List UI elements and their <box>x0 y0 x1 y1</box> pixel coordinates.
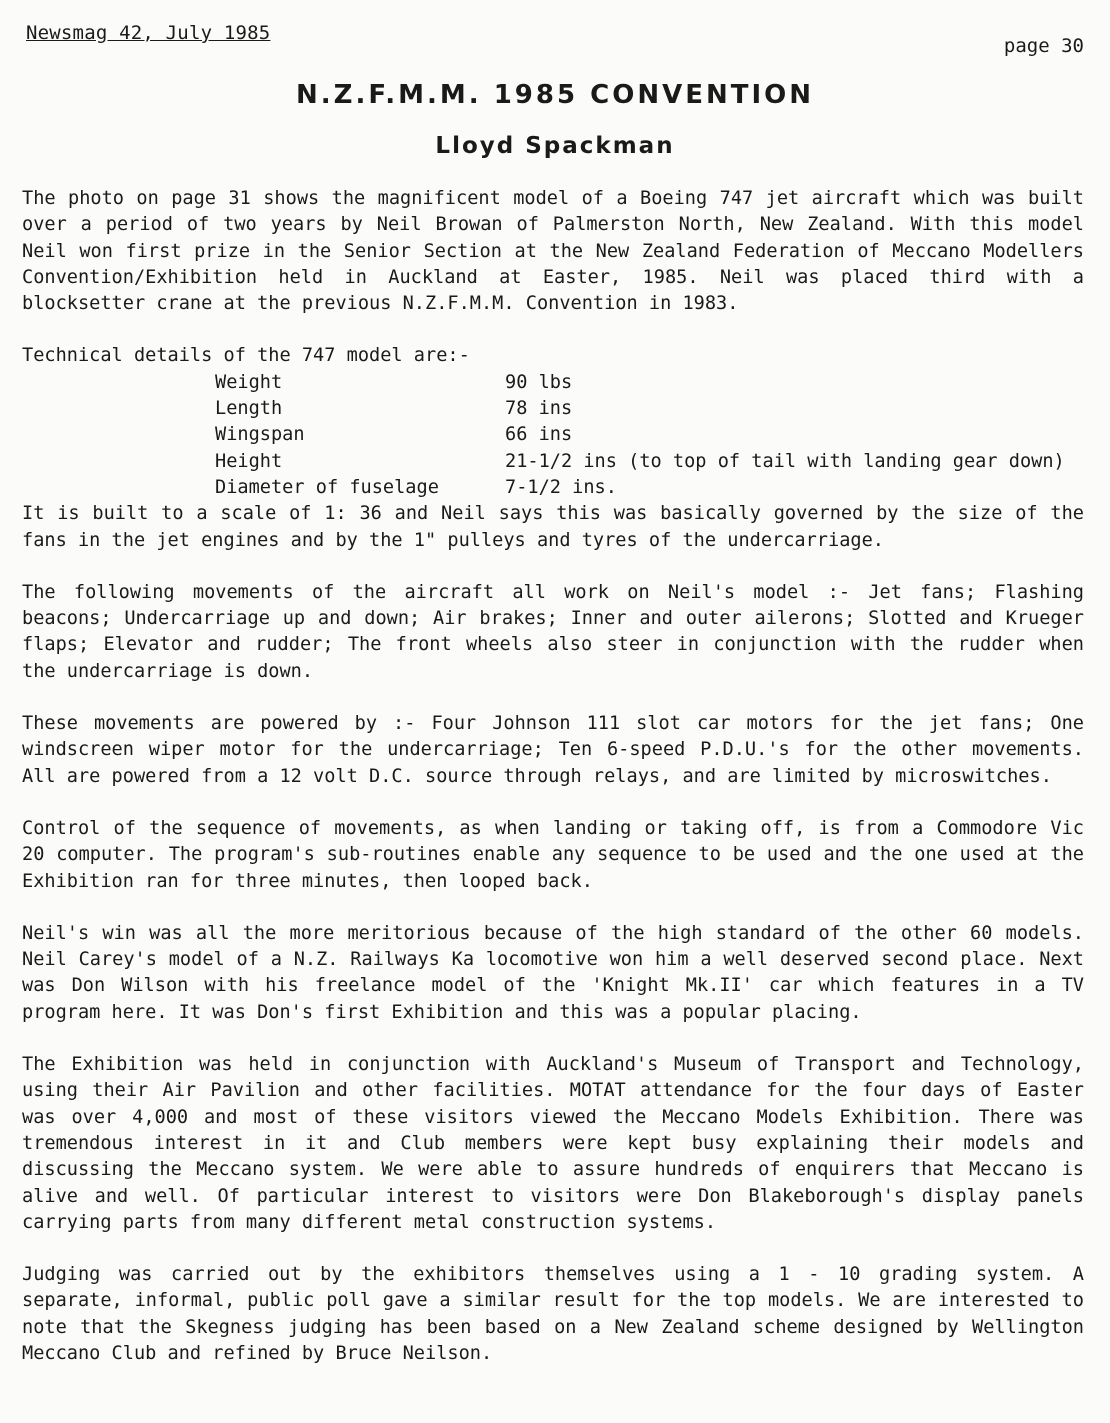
paragraph: Judging was carried out by the exhibitors themselves using a 1 - 10 grading system. A separate, informal, public poll gave a similar result for the top models. We are interested to note that the Skegness judging has been based on a New Zealand scheme designed by Wellington Meccano Club and refined by Bruce Neilson. <box>22 1264 1084 1364</box>
spec-row <box>215 475 1065 501</box>
spec-row <box>215 370 1065 396</box>
spec-label: Length <box>215 398 283 420</box>
spec-label: Weight <box>215 371 283 393</box>
spec-value: 78 ins <box>505 398 573 420</box>
spec-label: Wingspan <box>215 424 305 446</box>
paragraph: Control of the sequence of movements, as when landing or taking off, is from a Commodore Vic 20 computer. The program's sub-routines enable any sequence to be used and the one used at the Exhibition ran for three minutes, then looped back. <box>22 817 1084 892</box>
spec-value: 21-1/2 ins (to top of tail with landing gear down) <box>505 450 1065 472</box>
paragraph: The Exhibition was held in conjunction with Auckland's Museum of Transport and Technology, using their Air Pavilion and other facilities. MOTAT attendance for the four days of Easter was over 4,000 and most of these visitors viewed the Meccano Models Exhibition. There was tremendous interest in it and Club members were kept busy explaining their models and discussing the Meccano system. We were able to assure hundreds of enquirers that Meccano is alive and well. Of particular interest to visitors were Don Blakeborough's display panels carrying parts from many different metal construction systems. <box>22 1054 1084 1233</box>
specs-intro: Technical details of the 747 model are:- <box>22 345 470 367</box>
spec-label: Diameter of fuselage <box>215 476 439 498</box>
paragraph: These movements are powered by :- Four Johnson 111 slot car motors for the jet fans; One windscreen wiper motor for the undercarriage; Ten 6-speed P.D.U.'s for the other movements. All are powered from a 12 volt D.C. source through relays, and are limited by microswitches. <box>22 713 1084 787</box>
spec-value: 7-1/2 ins. <box>505 476 617 498</box>
spec-row <box>215 449 1065 475</box>
article-body <box>22 186 1084 1393</box>
spec-label: Height <box>215 450 283 472</box>
spec-row <box>215 422 1065 448</box>
paragraph: The photo on page 31 shows the magnificent model of a Boeing 747 jet aircraft which was built over a period of two years by Neil Browan of Palmerston North, New Zealand. With this model Neil won first prize in the Senior Section at the New Zealand Federation of Meccano Modellers Convention/Exhibition held in Auckland at Easter, 1985. Neil was placed third with a blocksetter crane at the previous N.Z.F.M.M. Convention in 1983. <box>22 188 1084 315</box>
spec-row <box>215 396 1065 422</box>
article-title: N.Z.F.M.M. 1985 CONVENTION <box>295 80 814 110</box>
specs-table <box>215 370 1065 501</box>
article-author: Lloyd Spackman <box>435 133 675 159</box>
paragraph: It is built to a scale of 1: 36 and Neil says this was basically governed by the size of the fans in the jet engines and by the 1" pulleys and tyres of the undercarriage. <box>22 503 1084 551</box>
paragraph: The following movements of the aircraft all work on Neil's model :- Jet fans; Flashing beacons; Undercarriage up and down; Air brakes; Inner and outer ailerons; Slotted and Krueger flaps; Elevator and rudder; The front wheels also steer in conjunction with the rudder when the undercarriage is down. <box>22 581 1084 682</box>
spec-value: 66 ins <box>505 424 573 446</box>
issue-header: Newsmag 42, July 1985 <box>26 22 271 44</box>
page-number: page 30 <box>1003 35 1084 57</box>
spec-value: 90 lbs <box>505 371 573 393</box>
paragraph: Neil's win was all the more meritorious because of the high standard of the other 60 models. Neil Carey's model of a N.Z. Railways Ka locomotive won him a well deserved second place. Next was Don Wilson with his freelance model of the 'Knight Mk.II' car which features in a TV program here. It was Don's first Exhibition and this was a popular placing. <box>22 922 1084 1023</box>
